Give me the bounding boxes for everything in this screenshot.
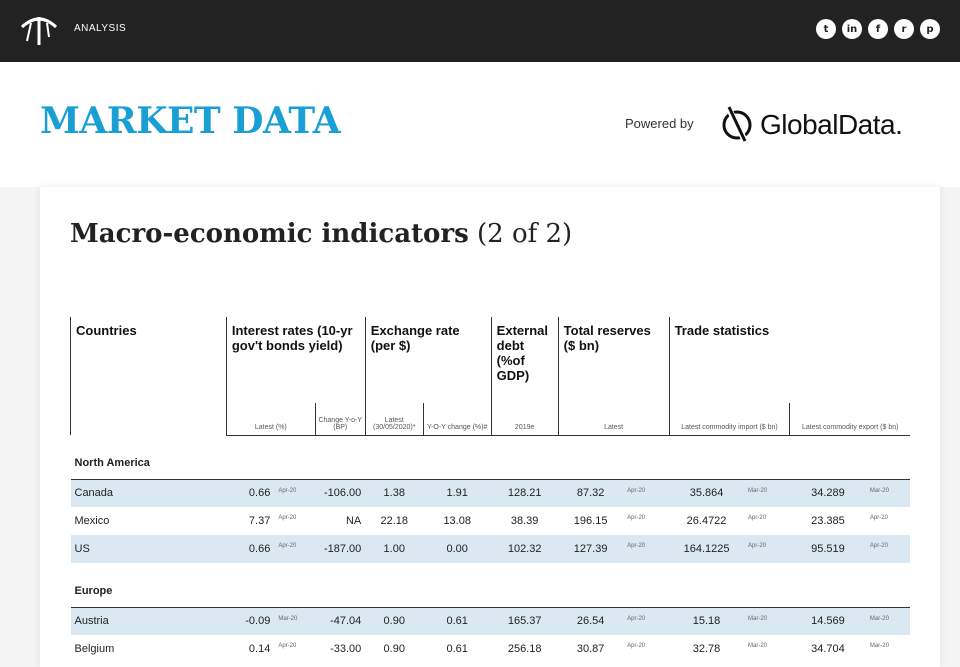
header-countries: Countries: [71, 317, 227, 435]
subheader-reserves-latest: Latest: [558, 403, 669, 435]
cell-ir-date: Apr-20: [278, 515, 297, 521]
nav-analysis-link[interactable]: ANALYSIS: [74, 23, 127, 34]
cell-exp-date: Apr-20: [869, 515, 888, 521]
header-external-debt: External debt (%of GDP): [491, 317, 558, 403]
page-header: [0, 62, 960, 187]
cell-exp-date: Mar-20: [866, 479, 910, 507]
cell-ir-date: Apr-20: [274, 479, 315, 507]
cell-ir-chg: -33.00: [330, 643, 362, 655]
table-row: [71, 535, 911, 563]
facebook-icon[interactable]: f: [868, 19, 888, 39]
table-row: [71, 635, 911, 663]
cell-imp: 35.864: [669, 479, 744, 507]
cell-ir-date: Mar-20: [274, 607, 315, 635]
page-title: MARKET DATA: [40, 100, 341, 142]
globaldata-wordmark: GlobalData.: [760, 109, 903, 140]
cell-res: 127.39: [558, 535, 623, 563]
cell-fx: 1.00: [365, 535, 423, 563]
social-links: [810, 19, 940, 39]
cell-exp: 95.519: [790, 535, 866, 563]
macro-indicators-table: [70, 317, 910, 663]
linkedin-icon[interactable]: in: [842, 19, 862, 39]
card-title-pagination: (2 of 2): [477, 219, 573, 249]
pinterest-icon[interactable]: p: [920, 19, 940, 39]
cell-debt: 165.37: [491, 607, 558, 635]
region-label: Europe: [71, 563, 911, 607]
cell-ir-date: Apr-20: [278, 643, 297, 649]
cell-res-date: Apr-20: [627, 643, 646, 649]
cell-fx-chg: 0.61: [423, 607, 491, 635]
cell-country: Mexico: [74, 515, 110, 527]
subheader-exports: Latest commodity export ($ bn): [790, 403, 910, 435]
cell-exp-date: Apr-20: [866, 535, 910, 563]
twitter-icon[interactable]: t: [816, 19, 836, 39]
cell-country: Canada: [71, 479, 227, 507]
cell-exp: 34.289: [790, 479, 866, 507]
subheader-ir-latest: Latest (%): [226, 403, 315, 435]
header-exchange-rate: Exchange rate (per $): [365, 317, 491, 403]
cell-exp-date: Mar-20: [866, 607, 910, 635]
cell-ir: 7.37: [248, 515, 271, 527]
cell-imp-date: Mar-20: [744, 479, 790, 507]
subheader-debt: 2019e: [491, 403, 558, 435]
cell-ir: 0.66: [226, 535, 274, 563]
cell-exp: 14.569: [790, 607, 866, 635]
region-row: [71, 435, 911, 479]
cell-debt: 128.21: [491, 479, 558, 507]
cell-fx-chg: 0.61: [446, 643, 468, 655]
cell-imp-date: Apr-20: [744, 535, 790, 563]
header-trade-statistics: Trade statistics: [669, 317, 910, 403]
cell-ir: 0.66: [226, 479, 274, 507]
cell-ir-chg: -106.00: [315, 479, 365, 507]
cell-imp: 26.4722: [686, 515, 727, 527]
powered-by-label: Powered by: [625, 116, 694, 131]
cell-debt: 256.18: [507, 643, 542, 655]
cell-imp: 15.18: [669, 607, 744, 635]
cell-res-date: Apr-20: [623, 479, 669, 507]
table-row: [71, 507, 911, 535]
card-title-main: Macro-economic indicators: [70, 219, 469, 249]
cell-country: Austria: [71, 607, 227, 635]
cell-debt: 102.32: [491, 535, 558, 563]
card-title: [70, 219, 572, 249]
subheader-ir-change: Change Y-o-Y (BP): [315, 403, 365, 435]
cell-country: US: [71, 535, 227, 563]
cell-ir-chg: -47.04: [315, 607, 365, 635]
reddit-icon[interactable]: r: [894, 19, 914, 39]
cell-res-date: Apr-20: [627, 515, 646, 521]
cell-res-date: Apr-20: [623, 535, 669, 563]
cell-res: 26.54: [558, 607, 623, 635]
cell-fx: 0.90: [365, 607, 423, 635]
cell-imp-date: Mar-20: [748, 643, 768, 649]
cell-res: 30.87: [576, 643, 605, 655]
cell-exp-date: Mar-20: [869, 643, 889, 649]
cell-fx-chg: 13.08: [443, 515, 471, 527]
site-logo-icon[interactable]: [20, 13, 58, 47]
cell-exp: 34.704: [811, 643, 845, 655]
cell-imp: 32.78: [692, 643, 721, 655]
cell-debt: 38.39: [510, 515, 539, 527]
cell-fx-chg: 1.91: [423, 479, 491, 507]
cell-fx: 22.18: [380, 515, 409, 527]
market-data-card: [40, 187, 940, 667]
cell-ir-date: Apr-20: [274, 535, 315, 563]
cell-imp-date: Apr-20: [748, 515, 767, 521]
cell-ir-chg: NA: [345, 515, 362, 527]
cell-fx: 1.38: [365, 479, 423, 507]
globaldata-mark-icon: [720, 103, 754, 147]
cell-exp: 23.385: [811, 515, 845, 527]
cell-fx: 0.90: [383, 643, 405, 655]
subheader-imports: Latest commodity import ($ bn): [669, 403, 790, 435]
region-row: [71, 563, 911, 607]
cell-ir: -0.09: [226, 607, 274, 635]
cell-imp: 164.1225: [669, 535, 744, 563]
top-navbar: [0, 0, 960, 62]
header-total-reserves: Total reserves ($ bn): [558, 317, 669, 403]
subheader-fx-latest: Latest (30/05/2020)*: [365, 403, 423, 435]
table-row: [71, 479, 911, 507]
table-body: [71, 435, 911, 663]
cell-res: 196.15: [573, 515, 608, 527]
cell-res-date: Apr-20: [623, 607, 669, 635]
globaldata-logo[interactable]: [720, 102, 902, 148]
cell-res: 87.32: [558, 479, 623, 507]
cell-ir-chg: -187.00: [315, 535, 365, 563]
cell-ir: 0.14: [248, 643, 271, 655]
cell-country: Belgium: [74, 643, 115, 655]
table-row: [71, 607, 911, 635]
subheader-fx-change: Y-O-Y change (%)#: [423, 403, 491, 435]
header-interest-rates: Interest rates (10-yr gov't bonds yield): [226, 317, 365, 403]
cell-imp-date: Mar-20: [744, 607, 790, 635]
cell-fx-chg: 0.00: [423, 535, 491, 563]
region-label: North America: [71, 435, 911, 479]
